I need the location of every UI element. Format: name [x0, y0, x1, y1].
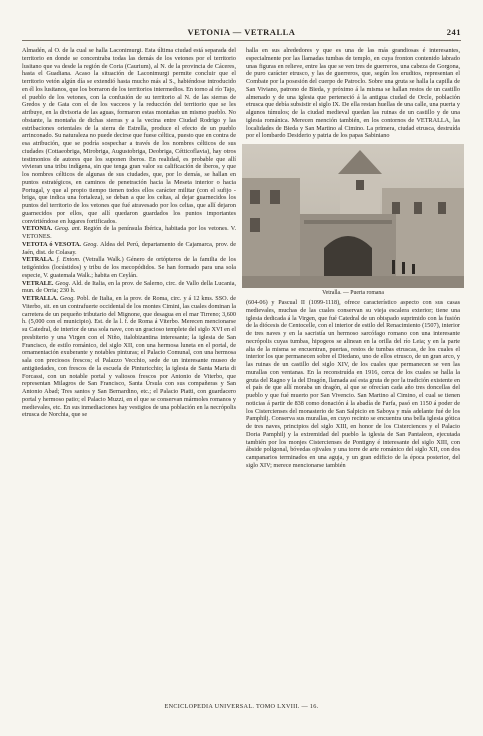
- dictionary-entry: [22, 280, 236, 296]
- dictionary-entry: [22, 241, 236, 257]
- two-column-body: [22, 47, 461, 470]
- entry-text: Ald. de Italia, en la prov. de Salerno, circ. de Vallo della Lucania, mun. de Orria; 230 h.: [22, 279, 237, 295]
- body-paragraph: (604-06) y Pascual II (1099-1118), ofrece característico aspecto con sus casas medievales, muchas de las cuales conservan su vieja escalera exterior; tiene una iglesia dedicada á la Virgen, que fué Catedral de un obispado suprimido con la fusión de la diócesis de Centocelle, con el interior de estilo del Renacimiento (1507), interior de tres naves y en la sacristía un hermoso sarcófago romano con una interesante necrópolis cuyas tumbas, hipogeos se alinean en la orilla del río Leia; y en la parte alta de la misma se encuentran, puertas, restos de tumbas etruscas, de los cuales el interior los que permanecen sobre el Diedano, uno de ellos etrusco, de un gran arco, y las ruinas de un castillo del siglo XIV, de los cuales que permanecen se ven las murallas con ventanas. En la reconstruída en 1916, cerca de los cuales se halla la gruta del Ragno y la del Dragón, llamada así esta gruta de por la tradición existente en el país de que allí moraba un dragón, al que se ofrecían cada año tres doncellas del pueblo y que fué muerto por San Vivencio. San Martino al Cimino, el cual se tienen noticias á partir de 838 como donación á la abadía de Farfa, pasó en 1150 á poder de los Cistercienses del monasterio de San Salpicio en Saboya y más adelante fué de los Pamphilj. Conserva sus murallas, en cuyo recinto se encuentra una bella iglesia gótica de tres naves, principios del siglo XIII, en honor de los Cisterciences y el Palacio Doria Pamphilj y la extremidad del pueblo la iglesia de San Pantaleon, ejecutada también por los monjes Cistercienses de Pontigny é interesante del siglo XIII, con ábside poligonal, bóvedas ojivales y una torre de arte románico del siglo XII, con dos campanarios terminados en una aguja, y un gran edificio de la época posterior, del siglo XIV; merece mencionarse también: [246, 299, 460, 469]
- entry-text: Pobl. de Italia, en la prov. de Roma, circ. y á 12 kms. SSO. de Viterbo, sit. en un contrafuerte occidental de los montes Cimini, las cuales dominan la carretera de un pequeño tributario del Mignone, que desagua en el mar Tirreno; 3,600 h. (5,000 con el municipio). Est. de la l. f. de Roma á Viterbo. Merecen mencionarse su Catedral, de interior de una sola nave, con un gracioso templete del siglo XVI en el presbiterio y una Virgen con el Niño, italobizantina interesante; la iglesia de San Francisco, de estilo románico, del siglo XII, con una hermosa luneta en el portal, de ornamentación exuberante y notables pinturas; el Palacio Comunal, con una hermosa sala con preciosos frescos; el Palazzo Vecchio, sede de un interesante museo de antigüedades, con frescos de la escuela de Pinturicchio; la iglesia de Santa Maria di Forcassi, con un notable portal y valiosos frescos por Antonio de Viterbo, que representan Milagros de San Francisco, Santa Úrsula con sus compañeras y San Antonio Abad; Tres santos y San Bernardino, etc.; el Palacio Piatti, con guardacero portal y hermoso patio; el Palacio Muzzi, en el que se conservan mármoles romanos y medievales, etc. En sus inmediaciones hay vestigios de una población en la necrópolis etrusca de Norchia, que se: [22, 295, 236, 419]
- right-column: [246, 47, 460, 470]
- entry-text: Aldea del Perú, departamento de Cajamarca, prov. de Jaén, dist. de Colasay.: [22, 240, 237, 256]
- page-header: [22, 26, 461, 41]
- entry-abbreviation: Geog. ant.: [52, 225, 84, 233]
- dictionary-entry: [22, 295, 236, 419]
- photo-roman-gate: [242, 144, 464, 288]
- entry-abbreviation: f. Entom.: [53, 256, 84, 264]
- entry-headword: VETRALE.: [22, 279, 54, 287]
- entry-headword: VETONIA.: [22, 225, 53, 233]
- entry-headword: VETOTA ó VESOTA.: [22, 240, 81, 248]
- entry-text: (Vetralla Walk.) Género de ortópteros de la familia de los tetigónidos (locústidos) y tribu de los mecopódidos. Se han formado para una sola especie, V. guatemala Walk.; habita en Ceylán.: [22, 256, 236, 279]
- body-paragraph: Almadén, al O. de la cual se halla Laconimurgi. Esta última ciudad está separada del territorio en donde se concentraba todas las demás de los vetones por el territorio lusitano que va desde la región de Coria (Caurium), al N. de la provincia de Cáceres, hasta el Guadiana. Acaso la situación de Laconimurgi permite concluir que el territorio vetón algún día se extendió hasta mucho más al S., habiéndose introducido en él los lusitanos, que los borraron de los territorios intermedios. En torno al río Tajo, el pueblo de los vetones, con la confusión de su territorio al N. de las sierras de Gredos y de Gata con el de los vacceos y la reducción del territorio que se les atribuye, en la divisoria de las aguas, formaron estas montañas un mismo pueblo. No obstante, la montaña de dichas sierras y a la vecina entre Ciudad Rodrigo y las estribaciones orientales de la sierra de Estrella, produce el efecto de un pueblo arrinconado. Su naturaleza no puede decirse que fuese céltica, puesto que en contra de esa atribución, que se podría sospechar a través de los nombres célticos de sus ciudades (Cottaeobriga, Mirobriga, Augustobriga, Deobriga, Cétticoflavia), hay otros testimonios de autores que los suponen íberos. En realidad, es probable que allí vivieran una tribu indígena, sin que tenga gran valor su calificación de íberos, y que los nombres célticos de algunas de sus ciudades, que, por lo demás, se hallan en puntos estratégicos, en caminos de penetración hacia la Meseta interior o hacia Portugal, y que al propio tiempo tienen todos ellos carácter militar (con el sufijo -briga, que indica una fortaleza), se deban a que los celtas, al dejar guarnecidos los puntos del territorio de los vetones que fué atravesado por los celtas, que allí dejaron guarnecidos por ellos, que allí quedaron guardados los puntos importantes convirtiéndose en lugares fortificados.: [22, 47, 236, 225]
- entry-headword: VETRALLA.: [22, 295, 58, 302]
- entry-text: Región de la península Ibérica, habitada por los vetones. V. VETONES.: [22, 225, 237, 240]
- entry-abbreviation: Geog.: [80, 240, 101, 248]
- body-paragraph: halla en sus alrededores y que es una de las más grandiosas é interesantes, especialmente por las llamadas tumbas de templo, en cuya fronton contenido labrado unas figuras en relieve, entre las que se ven tres de guerreros, una cabeza de Gorgona, de puro carácter etrusco, y las de guerreros, que, según los eruditos, representan el Combate por la posesión del cuerpo de Patroclo. Sobre una gruta se halla la capilla de San Viviano, patrono de Bieda, y próximo á la misma se hallan restos de un castillo almenado y de una iglesia que perteneció á la antigua ciudad de Orcle, población etrusca que debía subsistir el siglo IX. De ella restan huellas de una calle, una puerta y algunos túmulos; de la ciudad medieval quedan las ruinas de un castillo y de una iglesia románica. Merecen mención también, en los contornos de VETRALLA, las localidades de Bieda y San Martino al Cimino. La primera, ciudad etrusca, destruída por el lombardo Desiderio y patria de los papas Sabiniano: [246, 47, 460, 140]
- left-column: [22, 47, 236, 470]
- page-number: 241: [446, 27, 461, 37]
- dictionary-entry: [22, 256, 236, 279]
- header-title: VETONIA — VETRALLA: [187, 27, 296, 37]
- right-column-top: [246, 47, 460, 140]
- dictionary-entry: [22, 225, 236, 241]
- page-footer: ENCICLOPEDIA UNIVERSAL. TOMO LXVIII. — 16.: [164, 703, 319, 710]
- entry-headword: VETRALA.: [22, 256, 54, 264]
- right-column-bottom: [246, 299, 460, 470]
- photo-illustration: [242, 144, 464, 288]
- entry-abbreviation: Geog.: [57, 295, 77, 302]
- photo-caption: Vetralla. — Puerta romana: [322, 290, 384, 296]
- entry-abbreviation: Geog.: [53, 279, 72, 287]
